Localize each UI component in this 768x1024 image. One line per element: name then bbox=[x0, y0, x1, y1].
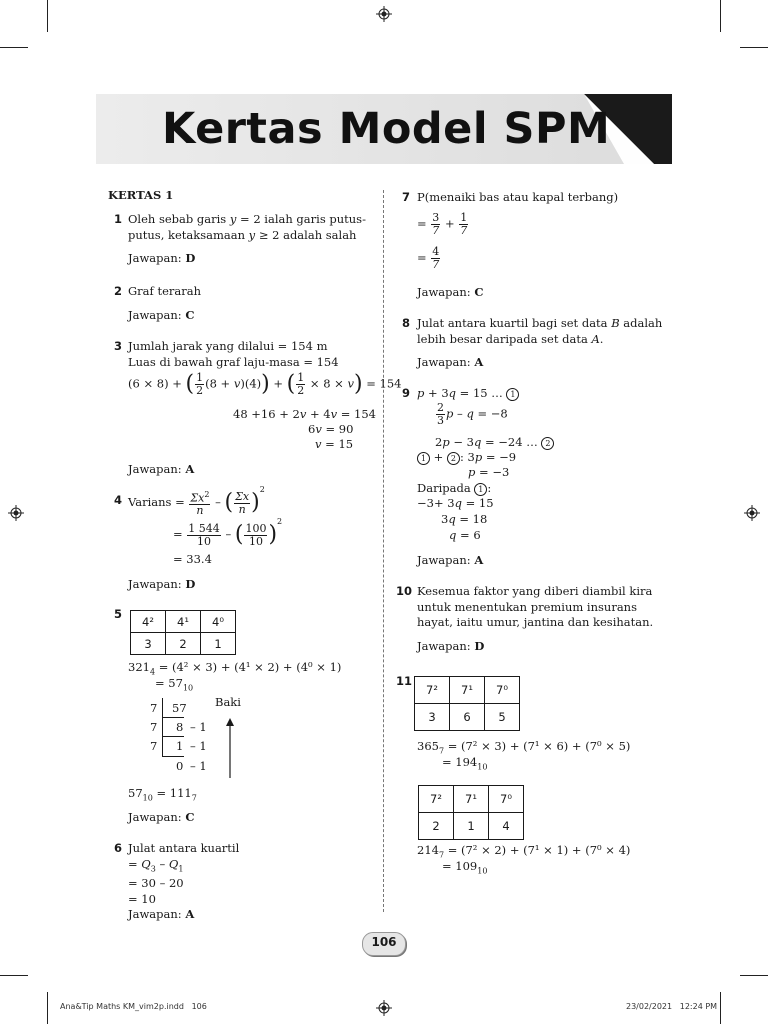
q9-eq9: q = 6 bbox=[449, 528, 481, 542]
section-heading: KERTAS 1 bbox=[108, 188, 174, 202]
question-number: 8 bbox=[402, 316, 411, 330]
q5-answer: Jawapan: C bbox=[128, 810, 195, 824]
table-cell: 4⁰ bbox=[201, 611, 236, 633]
page-title: Kertas Model SPM bbox=[162, 104, 611, 154]
quotient: 8 bbox=[176, 720, 184, 734]
crop-mark bbox=[47, 0, 48, 32]
q4-substitution: = $\frac{1 544}{10}$ – ( $\frac{100}{10}$ )$^2$ bbox=[173, 517, 283, 548]
table-cell: 3 bbox=[131, 633, 166, 655]
q7-result: = $\frac{4}{7}$ bbox=[417, 245, 440, 271]
q1-text: Oleh sebab garis y = 2 ialah garis putus- putus, ketaksamaan y ≥ 2 adalah salah bbox=[128, 212, 366, 242]
arrow-up-icon bbox=[224, 718, 236, 780]
table-cell: 7¹ bbox=[454, 786, 489, 813]
question-number: 1 bbox=[114, 212, 123, 226]
q8-answer: Jawapan: A bbox=[417, 355, 484, 369]
circled-1: 1 bbox=[417, 452, 430, 465]
q9-eq6: Daripada 1 : bbox=[417, 481, 492, 495]
table-cell: 7⁰ bbox=[485, 677, 520, 704]
question-number: 2 bbox=[114, 284, 123, 298]
q4-answer: Jawapan: D bbox=[128, 577, 196, 591]
q2-text: Graf terarah bbox=[128, 284, 201, 298]
quotient: 0 bbox=[176, 759, 184, 773]
q10-answer: Jawapan: D bbox=[417, 639, 485, 653]
question-number: 9 bbox=[402, 386, 411, 400]
remainder: – 1 bbox=[190, 759, 207, 773]
registration-mark-icon bbox=[376, 6, 392, 22]
q7-answer: Jawapan: C bbox=[417, 285, 484, 299]
crop-mark bbox=[0, 47, 28, 48]
column-divider bbox=[383, 190, 384, 912]
q9-eq4: 1 + 2 : 3p = −9 bbox=[417, 450, 516, 466]
circled-1: 1 bbox=[474, 483, 487, 496]
divisor: 7 bbox=[150, 720, 158, 734]
q9-eq2: $\frac{2}{3}$ p – q = −8 bbox=[437, 401, 508, 427]
question-number: 10 bbox=[396, 584, 413, 598]
registration-mark-icon bbox=[8, 505, 24, 521]
q9-eq1: p + 3q = 15 … 1 bbox=[417, 386, 519, 402]
q3-step: 48 +16 + 2v + 4v = 154 bbox=[233, 407, 376, 421]
table-cell: 7⁰ bbox=[489, 786, 524, 813]
crop-mark bbox=[47, 992, 48, 1024]
question-number: 6 bbox=[114, 841, 123, 855]
q3-step: v = 15 bbox=[315, 437, 354, 451]
q9-eq8: 3q = 18 bbox=[441, 512, 488, 526]
q6-text: Julat antara kuartil = $Q_3 - Q_1$ = 30 – 20 = 10 Jawapan: A bbox=[128, 841, 240, 922]
q3-text: Jumlah jarak yang dilalui = 154 m Luas di bawah graf laju-masa = 154 bbox=[128, 339, 339, 369]
table-cell: 4 bbox=[489, 813, 524, 840]
question-number: 4 bbox=[114, 493, 123, 507]
table-cell: 4² bbox=[131, 611, 166, 633]
q5-result: $57_{10} = 111_7$ bbox=[128, 786, 197, 803]
table-cell: 7² bbox=[415, 677, 450, 704]
question-number: 11 bbox=[396, 674, 413, 688]
q7-sum: = $\frac{3}{7}$ + $\frac{1}{7}$ bbox=[417, 211, 468, 237]
table-cell: 6 bbox=[450, 704, 485, 731]
quotient: 1 bbox=[176, 739, 184, 753]
question-number: 5 bbox=[114, 607, 123, 621]
q3-answer: Jawapan: A bbox=[128, 462, 195, 476]
q11-conversion: = $194_{10}$ bbox=[442, 755, 488, 772]
footer-file: Ana&Tip Maths KM_vim2p.indd 106 bbox=[60, 1002, 207, 1011]
crop-mark bbox=[720, 992, 721, 1024]
table-cell: 5 bbox=[485, 704, 520, 731]
table-cell: 3 bbox=[415, 704, 450, 731]
q1-answer: Jawapan: D bbox=[128, 251, 196, 265]
table-cell: 1 bbox=[454, 813, 489, 840]
crop-mark bbox=[720, 0, 721, 32]
registration-mark-icon bbox=[376, 1000, 392, 1016]
quotient: 57 bbox=[172, 701, 187, 715]
q11-conversion: $365_7 = (7^2 \times 3) + (7^1 \times 6) + (7^0 \times 5)$ bbox=[417, 739, 631, 756]
remainder: – 1 bbox=[190, 720, 207, 734]
crop-mark bbox=[740, 975, 768, 976]
q11-conversion: $214_7 = (7^2 \times 2) + (7^1 \times 1) + (7^0 \times 4)$ bbox=[417, 843, 631, 860]
circled-2: 2 bbox=[541, 437, 554, 450]
q5-conversion: $321_4 = (4^2 \times 3) + (4^1 \times 2) + (4^0 \times 1)$ bbox=[128, 660, 342, 677]
q11-conversion: = $109_{10}$ bbox=[442, 859, 488, 876]
circled-2: 2 bbox=[447, 452, 460, 465]
q7-text: P(menaiki bas atau kapal terbang) bbox=[417, 190, 619, 204]
crop-mark bbox=[0, 975, 28, 976]
footer-date: 23/02/2021 12:24 PM bbox=[626, 1002, 718, 1011]
page-number: 106 bbox=[371, 935, 397, 949]
table-cell: 2 bbox=[419, 813, 454, 840]
question-number: 7 bbox=[402, 190, 411, 204]
q9-eq3: 2p − 3q = −24 … 2 bbox=[435, 435, 554, 451]
circled-1: 1 bbox=[506, 388, 519, 401]
q9-eq5: p = −3 bbox=[468, 465, 510, 479]
table-cell: 4¹ bbox=[166, 611, 201, 633]
q8-text: Julat antara kuartil bagi set data B adalah lebih besar daripada set data A. bbox=[417, 316, 663, 346]
division-label: Baki bbox=[215, 695, 241, 709]
q3-equation: (6 × 8) + ( $\frac{1}{2}$ (8 + v)(4)) + ( $\frac{1}{2}$ × 8 × v) = 154 bbox=[128, 371, 402, 397]
crop-mark bbox=[740, 47, 768, 48]
q9-answer: Jawapan: A bbox=[417, 553, 484, 567]
short-division bbox=[146, 698, 226, 782]
q4-formula: Varians = $\frac{\Sigma x^2}{n}$ – ( $\frac{\Sigma x}{n})^2$ bbox=[128, 485, 265, 518]
divisor: 7 bbox=[150, 739, 158, 753]
table-cell: 7¹ bbox=[450, 677, 485, 704]
place-value-table bbox=[418, 785, 524, 840]
table-cell: 7² bbox=[419, 786, 454, 813]
q3-step: 6v = 90 bbox=[308, 422, 354, 436]
table-cell: 2 bbox=[166, 633, 201, 655]
table-cell: 1 bbox=[201, 633, 236, 655]
remainder: – 1 bbox=[190, 739, 207, 753]
q5-conversion: = $57_{10}$ bbox=[155, 676, 194, 693]
q2-answer: Jawapan: C bbox=[128, 308, 195, 322]
q9-eq7: −3+ 3q = 15 bbox=[417, 496, 494, 510]
q10-text: Kesemua faktor yang diberi diambil kira untuk menentukan premium insurans hayat, iaitu umur, jantina dan kesihatan. bbox=[417, 584, 654, 629]
q4-result: = 33.4 bbox=[173, 552, 212, 566]
registration-mark-icon bbox=[744, 505, 760, 521]
place-value-table bbox=[414, 676, 520, 731]
place-value-table bbox=[130, 610, 236, 655]
divisor: 7 bbox=[150, 701, 158, 715]
question-number: 3 bbox=[114, 339, 123, 353]
